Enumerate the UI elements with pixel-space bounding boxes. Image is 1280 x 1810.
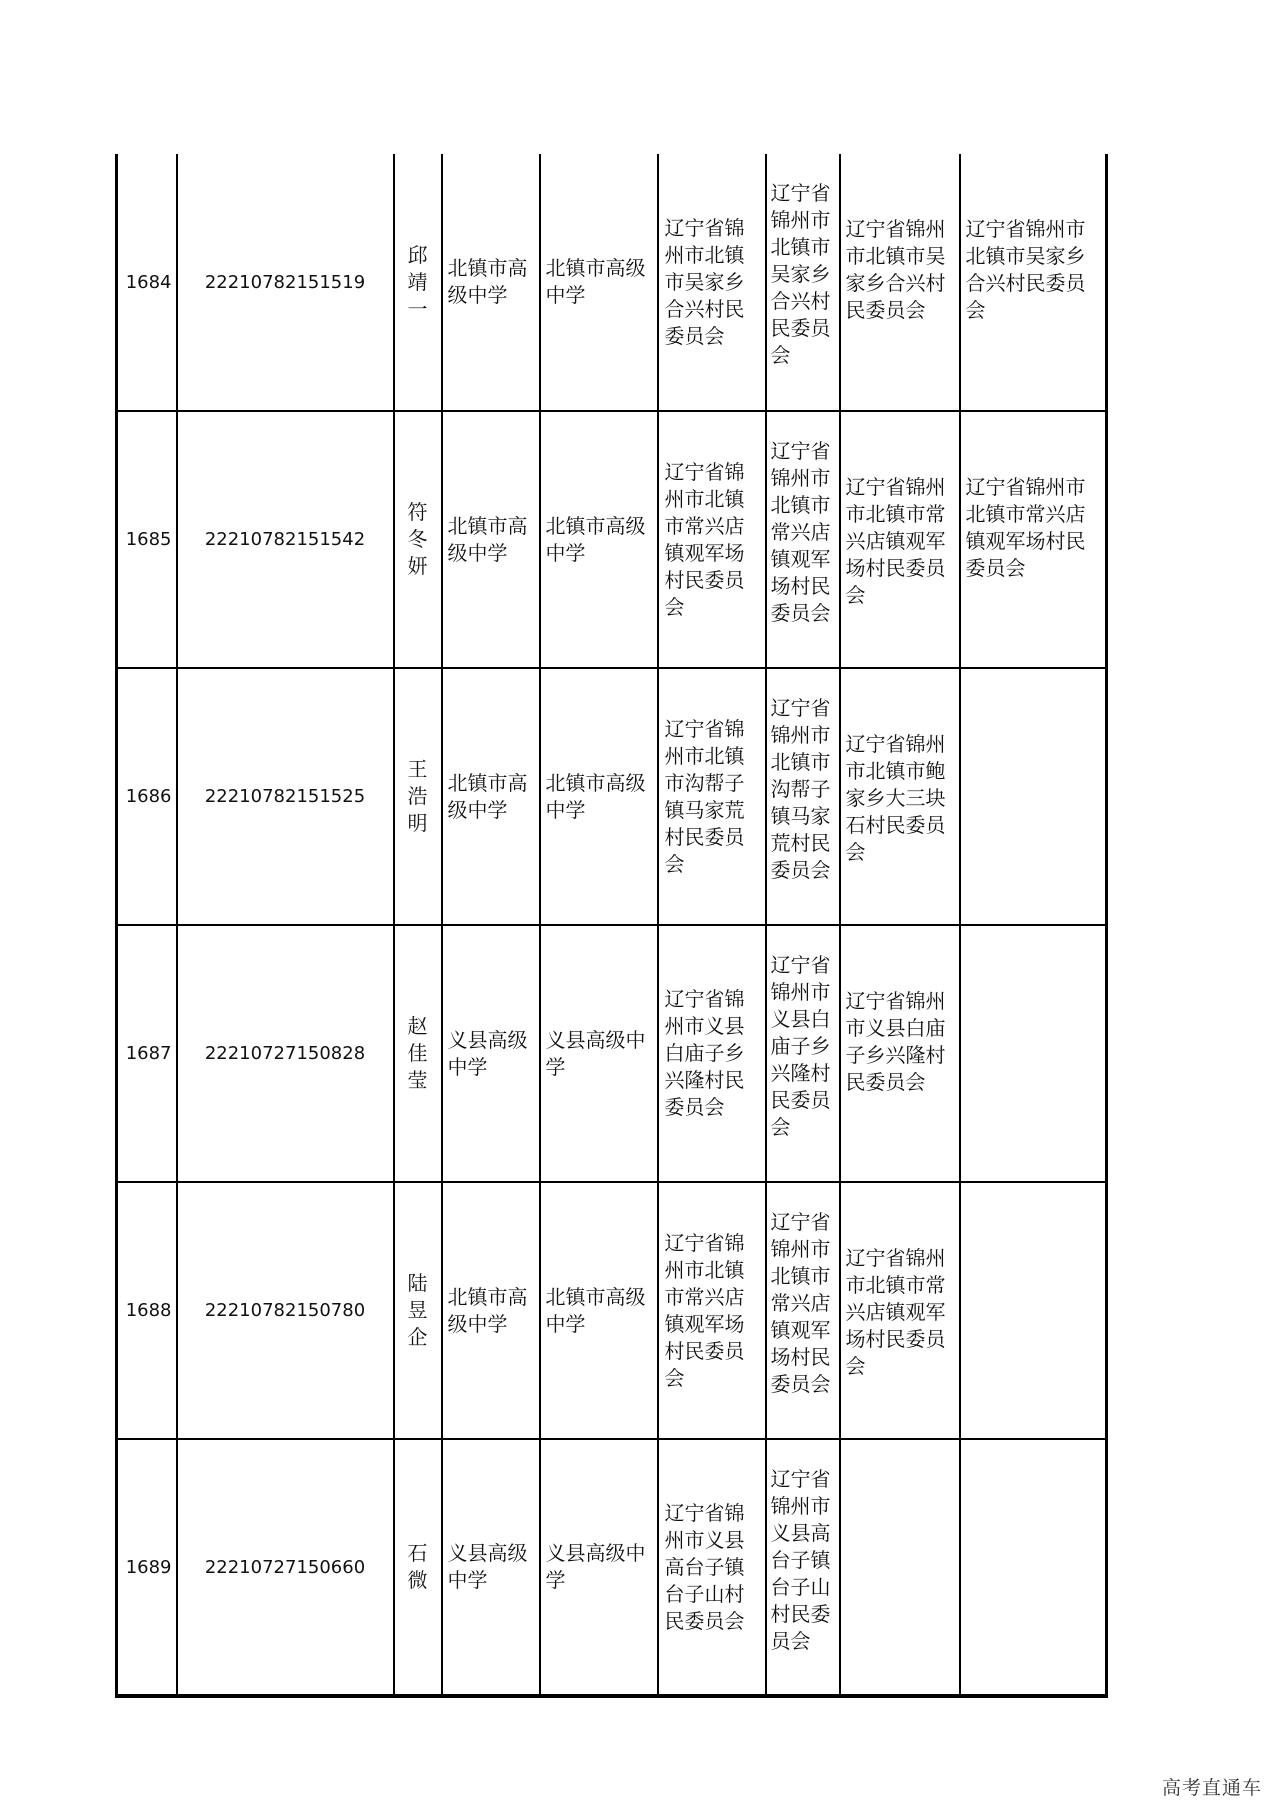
mother-household-cell: 辽宁省锦州市北镇市吴家乡合兴村民委员会 — [960, 154, 1107, 411]
enrollment-school-cell: 北镇市高级中学 — [540, 1182, 658, 1439]
father-household-cell: 辽宁省锦州市北镇市常兴店镇观军场村民委员会 — [840, 411, 960, 668]
student-name-cell: 王浩明 — [394, 668, 442, 925]
student-roster-table — [115, 154, 1108, 1698]
table-row — [117, 1182, 1107, 1439]
father-household-cell — [840, 1439, 960, 1696]
exam-number-cell: 22210782151519 — [177, 154, 394, 411]
seq-cell: 1687 — [117, 925, 177, 1182]
graduating-school-cell: 北镇市高级中学 — [442, 668, 540, 925]
mother-household-cell — [960, 1182, 1107, 1439]
exam-number-cell: 22210727150660 — [177, 1439, 394, 1696]
exam-number-cell: 22210782151525 — [177, 668, 394, 925]
graduating-school-cell: 北镇市高级中学 — [442, 154, 540, 411]
enrollment-school-cell: 北镇市高级中学 — [540, 154, 658, 411]
household-address-cell: 辽宁省锦州市北镇市常兴店镇观军场村民委员会 — [658, 1182, 766, 1439]
father-household-cell: 辽宁省锦州市义县白庙子乡兴隆村民委员会 — [840, 925, 960, 1182]
exam-number-cell: 22210782150780 — [177, 1182, 394, 1439]
enrollment-school-cell: 义县高级中学 — [540, 1439, 658, 1696]
father-household-cell: 辽宁省锦州市北镇市吴家乡合兴村民委员会 — [840, 154, 960, 411]
student-name-cell: 赵佳莹 — [394, 925, 442, 1182]
student-name-cell: 陆昱企 — [394, 1182, 442, 1439]
seq-cell: 1685 — [117, 411, 177, 668]
student-name-cell: 邱靖一 — [394, 154, 442, 411]
table-row — [117, 411, 1107, 668]
household-address-cell: 辽宁省锦州市北镇市吴家乡合兴村民委员会 — [658, 154, 766, 411]
residence-address-cell: 辽宁省锦州市义县白庙子乡兴隆村民委员会 — [766, 925, 840, 1182]
residence-address-cell: 辽宁省锦州市义县高台子镇台子山村民委员会 — [766, 1439, 840, 1696]
residence-address-cell: 辽宁省锦州市北镇市常兴店镇观军场村民委员会 — [766, 1182, 840, 1439]
household-address-cell: 辽宁省锦州市北镇市常兴店镇观军场村民委员会 — [658, 411, 766, 668]
table-row — [117, 154, 1107, 411]
father-household-cell: 辽宁省锦州市北镇市常兴店镇观军场村民委员会 — [840, 1182, 960, 1439]
residence-address-cell: 辽宁省锦州市北镇市常兴店镇观军场村民委员会 — [766, 411, 840, 668]
student-name-cell: 符冬妍 — [394, 411, 442, 668]
residence-address-cell: 辽宁省锦州市北镇市沟帮子镇马家荒村民委员会 — [766, 668, 840, 925]
exam-number-cell: 22210727150828 — [177, 925, 394, 1182]
mother-household-cell — [960, 1439, 1107, 1696]
seq-cell: 1684 — [117, 154, 177, 411]
graduating-school-cell: 义县高级中学 — [442, 925, 540, 1182]
father-household-cell: 辽宁省锦州市北镇市鲍家乡大三块石村民委员会 — [840, 668, 960, 925]
student-name-cell: 石微 — [394, 1439, 442, 1696]
seq-cell: 1688 — [117, 1182, 177, 1439]
mother-household-cell: 辽宁省锦州市北镇市常兴店镇观军场村民委员会 — [960, 411, 1107, 668]
graduating-school-cell: 北镇市高级中学 — [442, 1182, 540, 1439]
household-address-cell: 辽宁省锦州市义县白庙子乡兴隆村民委员会 — [658, 925, 766, 1182]
table-row — [117, 668, 1107, 925]
enrollment-school-cell: 北镇市高级中学 — [540, 668, 658, 925]
residence-address-cell: 辽宁省锦州市北镇市吴家乡合兴村民委员会 — [766, 154, 840, 411]
household-address-cell: 辽宁省锦州市北镇市沟帮子镇马家荒村民委员会 — [658, 668, 766, 925]
roster-body — [117, 154, 1107, 1696]
graduating-school-cell: 北镇市高级中学 — [442, 411, 540, 668]
seq-cell: 1689 — [117, 1439, 177, 1696]
mother-household-cell — [960, 668, 1107, 925]
table-row — [117, 1439, 1107, 1696]
enrollment-school-cell: 义县高级中学 — [540, 925, 658, 1182]
graduating-school-cell: 义县高级中学 — [442, 1439, 540, 1696]
table-row — [117, 925, 1107, 1182]
seq-cell: 1686 — [117, 668, 177, 925]
household-address-cell: 辽宁省锦州市义县高台子镇台子山村民委员会 — [658, 1439, 766, 1696]
exam-number-cell: 22210782151542 — [177, 411, 394, 668]
enrollment-school-cell: 北镇市高级中学 — [540, 411, 658, 668]
watermark: 高考直通车 — [1161, 1777, 1262, 1799]
mother-household-cell — [960, 925, 1107, 1182]
